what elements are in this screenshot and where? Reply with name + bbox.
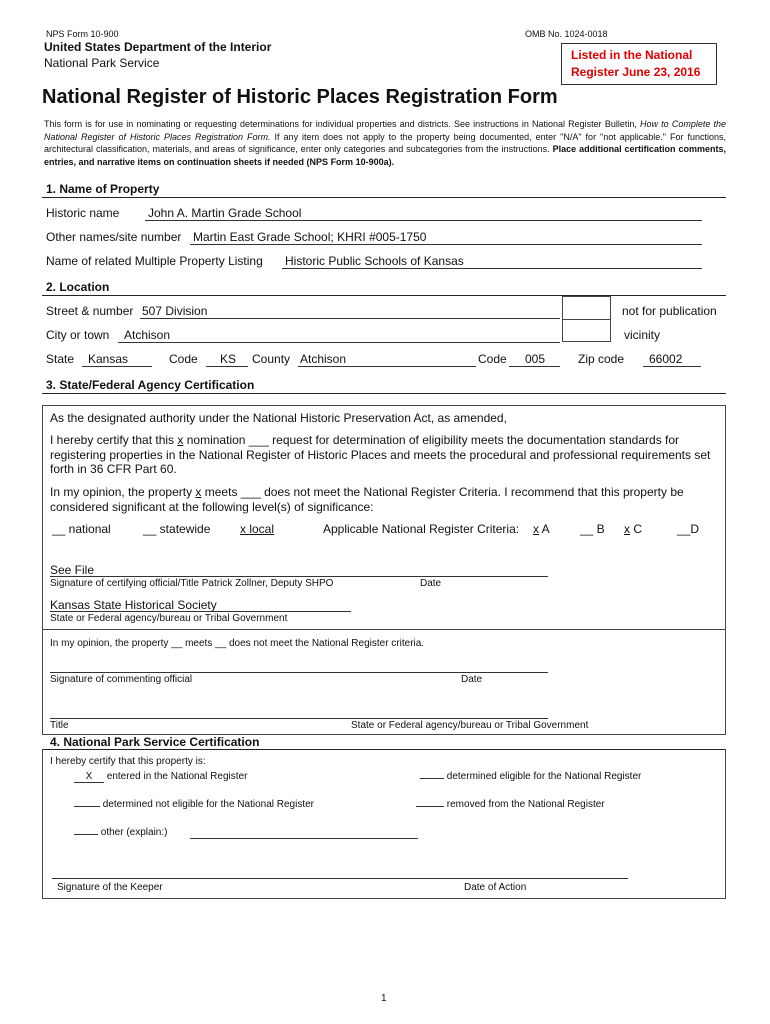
signature-date-caption: Date	[420, 578, 442, 589]
title-line	[50, 718, 548, 719]
opinion-paragraph	[50, 485, 726, 514]
city-line	[118, 342, 560, 343]
removed-label: removed from the National Register	[446, 799, 605, 810]
signature-line	[50, 576, 548, 577]
entered-label: entered in the National Register	[106, 771, 248, 782]
zip-line	[643, 366, 701, 367]
page-number: 1	[381, 993, 387, 1004]
stamp-line-2: Register June 23, 2016	[571, 65, 701, 79]
cert-text-b: nomination ___ request for determination of eligibility meets the documentation standards for registering properties in the National Register of Historic Places and meets the procedural and professional requirements set forth in 36 CFR Part 60.	[50, 433, 711, 476]
action-date-caption: Date of Action	[464, 882, 527, 893]
criteria-b[interactable]: __ B	[580, 522, 605, 536]
state-code-label: Code	[169, 352, 198, 366]
criteria-c[interactable]	[624, 522, 642, 536]
street-label: Street & number	[46, 304, 134, 318]
title-caption: Title	[50, 720, 69, 731]
det-eligible-option[interactable]	[420, 771, 641, 782]
state-code-field[interactable]: KS	[220, 352, 237, 366]
title-agency-caption: State or Federal agency/bureau or Tribal Government	[351, 720, 589, 731]
level-national[interactable]: __ national	[52, 522, 111, 536]
level-local-label: local	[249, 522, 275, 536]
other-label: other (explain:)	[100, 827, 168, 838]
removed-option[interactable]	[416, 799, 605, 810]
nomination-mark[interactable]: x	[177, 433, 184, 447]
instructions-bold-note: Place additional certification comments, entries, and narrative items on continuation sheets if needed (NPS Form 10-900a).	[44, 144, 727, 167]
state-field[interactable]: Kansas	[88, 352, 129, 366]
form-number: NPS Form 10-900	[46, 29, 119, 39]
section-1-divider	[42, 197, 726, 198]
state-line	[82, 366, 152, 367]
cert-authority-text: As the designated authority under the National Historic Preservation Act, as amended,	[50, 411, 507, 425]
county-code-label: Code	[478, 352, 507, 366]
section-1-heading: 1. Name of Property	[46, 182, 160, 196]
criteria-c-label: C	[633, 522, 643, 536]
level-statewide[interactable]: __ statewide	[143, 522, 211, 536]
section-2-divider	[42, 295, 726, 296]
det-eligible-blank	[420, 778, 444, 779]
other-blank	[74, 834, 98, 835]
checkbox-divider	[562, 319, 611, 320]
county-line	[298, 366, 476, 367]
mpl-line	[282, 268, 702, 269]
criteria-c-mark: x	[624, 522, 630, 536]
listing-stamp	[561, 43, 717, 85]
comment-signature-line	[50, 672, 548, 673]
instructions-text-1: This form is for use in nominating or requesting determinations for individual properties and districts. See instructions in National Register Bulletin,	[44, 119, 640, 129]
agency-caption: State or Federal agency/bureau or Tribal Government	[50, 613, 288, 624]
cert-text-a: I hereby certify that this	[50, 433, 175, 447]
level-local-mark: x	[240, 522, 246, 536]
state-label: State	[46, 352, 75, 366]
criteria-d[interactable]: __D	[677, 522, 700, 536]
keeper-signature-line	[52, 878, 628, 879]
other-names-label: Other names/site number	[46, 230, 182, 244]
det-not-eligible-option[interactable]	[74, 799, 314, 810]
opinion-text-b: meets ___ does not meet the National Register Criteria. I recommend that this property be considered significant at the following level(s) of significance:	[50, 485, 684, 514]
meets-mark[interactable]: x	[195, 485, 202, 499]
section-4-heading: 4. National Park Service Certification	[50, 735, 260, 749]
criteria-label: Applicable National Register Criteria:	[323, 522, 520, 536]
criteria-a[interactable]	[533, 522, 550, 536]
county-label: County	[252, 352, 291, 366]
agency-line	[50, 611, 351, 612]
section-2-heading: 2. Location	[46, 280, 110, 294]
county-code-line	[509, 366, 560, 367]
opinion-text-a: In my opinion, the property	[50, 485, 193, 499]
street-field[interactable]: 507 Division	[142, 304, 208, 318]
zip-field[interactable]: 66002	[649, 352, 683, 366]
cert-paragraph	[50, 433, 726, 477]
form-title: National Register of Historic Places Registration Form	[42, 86, 558, 108]
department-name: United States Department of the Interior	[44, 40, 272, 54]
state-code-line	[206, 366, 248, 367]
section-3-heading: 3. State/Federal Agency Certification	[46, 378, 255, 392]
historic-name-field[interactable]: John A. Martin Grade School	[148, 206, 302, 220]
comment-opinion-text: In my opinion, the property __ meets __ does not meet the National Register criteria.	[50, 638, 425, 649]
stamp-line-1: Listed in the National	[571, 48, 693, 62]
service-name: National Park Service	[44, 56, 160, 70]
det-eligible-label: determined eligible for the National Register	[446, 771, 642, 782]
signature-caption: Signature of certifying official/Title Patrick Zollner, Deputy SHPO	[50, 578, 334, 589]
county-code-field[interactable]: 005	[525, 352, 546, 366]
criteria-a-label: A	[541, 522, 550, 536]
nps-intro-text: I hereby certify that this property is:	[50, 756, 206, 767]
mpl-field[interactable]: Historic Public Schools of Kansas	[285, 254, 464, 268]
other-option[interactable]	[74, 827, 167, 838]
other-names-line	[190, 244, 702, 245]
street-line	[140, 318, 560, 319]
comment-divider	[42, 629, 726, 630]
instructions-text-2: If any item does not apply to the property being documented, enter "N/A" for "not applicable." For functions, architectural classification, materials, and areas of significance, enter only categories and subcategories from the instructions.	[44, 131, 727, 154]
historic-name-label: Historic name	[46, 206, 120, 220]
other-names-field[interactable]: Martin East Grade School; KHRI #005-1750	[193, 230, 427, 244]
removed-blank	[416, 806, 444, 807]
keeper-signature-caption: Signature of the Keeper	[57, 882, 163, 893]
signature-value[interactable]: See File	[50, 563, 95, 577]
instructions-paragraph	[44, 118, 726, 168]
not-for-publication-label: not for publication	[622, 304, 717, 318]
det-not-eligible-blank	[74, 806, 100, 807]
city-label: City or town	[46, 328, 110, 342]
zip-label: Zip code	[578, 352, 625, 366]
section-3-divider	[42, 393, 726, 394]
level-local[interactable]	[240, 522, 274, 536]
omb-number: OMB No. 1024-0018	[525, 29, 608, 39]
other-explain-line[interactable]	[190, 838, 418, 839]
city-field[interactable]: Atchison	[124, 328, 171, 342]
comment-date-caption: Date	[461, 674, 483, 685]
det-not-eligible-label: determined not eligible for the National Register	[102, 799, 315, 810]
historic-name-line	[145, 220, 702, 221]
comment-signature-caption: Signature of commenting official	[50, 674, 193, 685]
mpl-label: Name of related Multiple Property Listing	[46, 254, 263, 268]
instructions-bulletin-title: How to Complete the National Register of Historic Places Registration Form.	[44, 119, 727, 142]
county-field[interactable]: Atchison	[300, 352, 347, 366]
entered-mark: X	[74, 771, 104, 783]
vicinity-label: vicinity	[624, 328, 661, 342]
criteria-a-mark: x	[533, 522, 539, 536]
entered-option[interactable]	[74, 771, 247, 783]
agency-value[interactable]: Kansas State Historical Society	[50, 598, 217, 612]
